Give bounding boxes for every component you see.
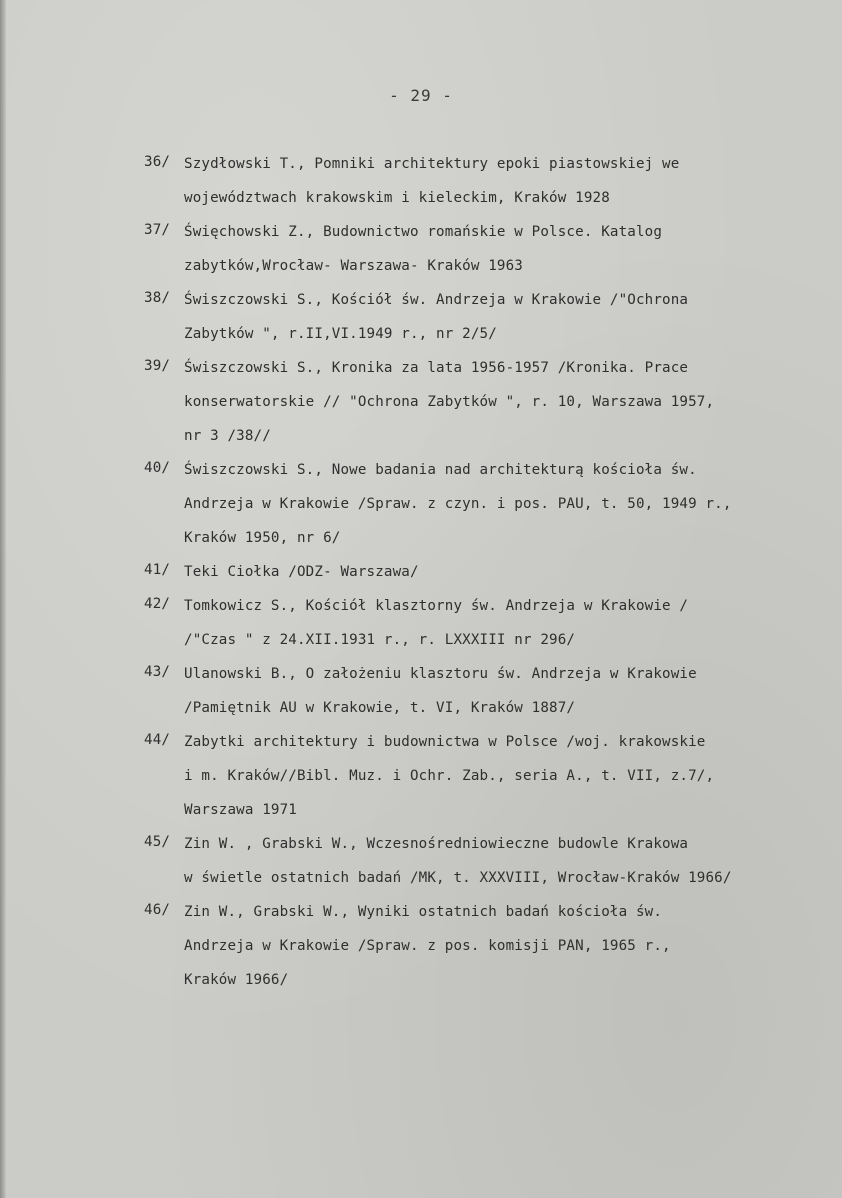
entry-text-line: Andrzeja w Krakowie /Spraw. z pos. komisji PAN, 1965 r., [184,938,671,954]
page-edge-shadow [0,0,6,1198]
bibliography-entry [144,562,834,582]
bibliography-entry [144,596,834,650]
entry-number: 40/ [144,460,171,476]
entry-text-line: województwach krakowskim i kieleckim, Kraków 1928 [184,190,610,206]
entry-text-line: nr 3 /38// [184,428,271,444]
entry-text-line: w świetle ostatnich badań /MK, t. XXXVIII, Wrocław-Kraków 1966/ [184,870,732,886]
entry-text-line: Zin W. , Grabski W., Wczesnośredniowieczne budowle Krakowa [184,836,689,852]
entry-text-line: Ulanowski B., O założeniu klasztoru św. Andrzeja w Krakowie [184,666,697,682]
page-number: - 29 - [389,86,453,105]
entry-number: 46/ [144,902,171,918]
entry-text-line: Tomkowicz S., Kościół klasztorny św. Andrzeja w Krakowie / [184,598,689,614]
entry-text-line: /Pamiętnik AU w Krakowie, t. VI, Kraków 1887/ [184,700,576,716]
entry-text-line: Zin W., Grabski W., Wyniki ostatnich badań kościoła św. [184,904,663,920]
bibliography-entry [144,290,834,344]
entry-text-line: /"Czas " z 24.XII.1931 r., r. LXXXIII nr 296/ [184,632,576,648]
entry-number: 38/ [144,290,171,306]
entry-text-line: Zabytki architektury i budownictwa w Polsce /woj. krakowskie [184,734,706,750]
entry-number: 45/ [144,834,171,850]
entry-text-line: Świszczowski S., Kronika za lata 1956-1957 /Kronika. Prace [184,360,689,376]
entry-number: 43/ [144,664,171,680]
entry-text-line: Świszczowski S., Nowe badania nad architekturą kościoła św. [184,462,697,478]
bibliography-list [144,154,834,1004]
entry-text-line: Kraków 1950, nr 6/ [184,530,341,546]
entry-number: 41/ [144,562,171,578]
entry-number: 36/ [144,154,171,170]
entry-text-line: Świszczowski S., Kościół św. Andrzeja w Krakowie /"Ochrona [184,292,689,308]
bibliography-entry [144,902,834,990]
entry-text-line: Szydłowski T., Pomniki architektury epoki piastowskiej we [184,156,680,172]
entry-number: 42/ [144,596,171,612]
bibliography-entry [144,460,834,548]
entry-text-line: i m. Kraków//Bibl. Muz. i Ochr. Zab., seria A., t. VII, z.7/, [184,768,715,784]
bibliography-entry [144,834,834,888]
entry-text-line: Teki Ciołka /ODZ- Warszawa/ [184,564,419,580]
entry-text-line: Kraków 1966/ [184,972,289,988]
bibliography-entry [144,732,834,820]
bibliography-entry [144,222,834,276]
bibliography-entry [144,664,834,718]
entry-number: 37/ [144,222,171,238]
entry-text-line: Zabytków ", r.II,VI.1949 r., nr 2/5/ [184,326,497,342]
bibliography-entry [144,358,834,446]
entry-text-line: konserwatorskie // "Ochrona Zabytków ", r. 10, Warszawa 1957, [184,394,715,410]
entry-number: 39/ [144,358,171,374]
bibliography-entry [144,154,834,208]
entry-text-line: zabytków,Wrocław- Warszawa- Kraków 1963 [184,258,523,274]
entry-number: 44/ [144,732,171,748]
entry-text-line: Święchowski Z., Budownictwo romańskie w Polsce. Katalog [184,224,663,240]
entry-text-line: Andrzeja w Krakowie /Spraw. z czyn. i pos. PAU, t. 50, 1949 r., [184,496,732,512]
entry-text-line: Warszawa 1971 [184,802,297,818]
